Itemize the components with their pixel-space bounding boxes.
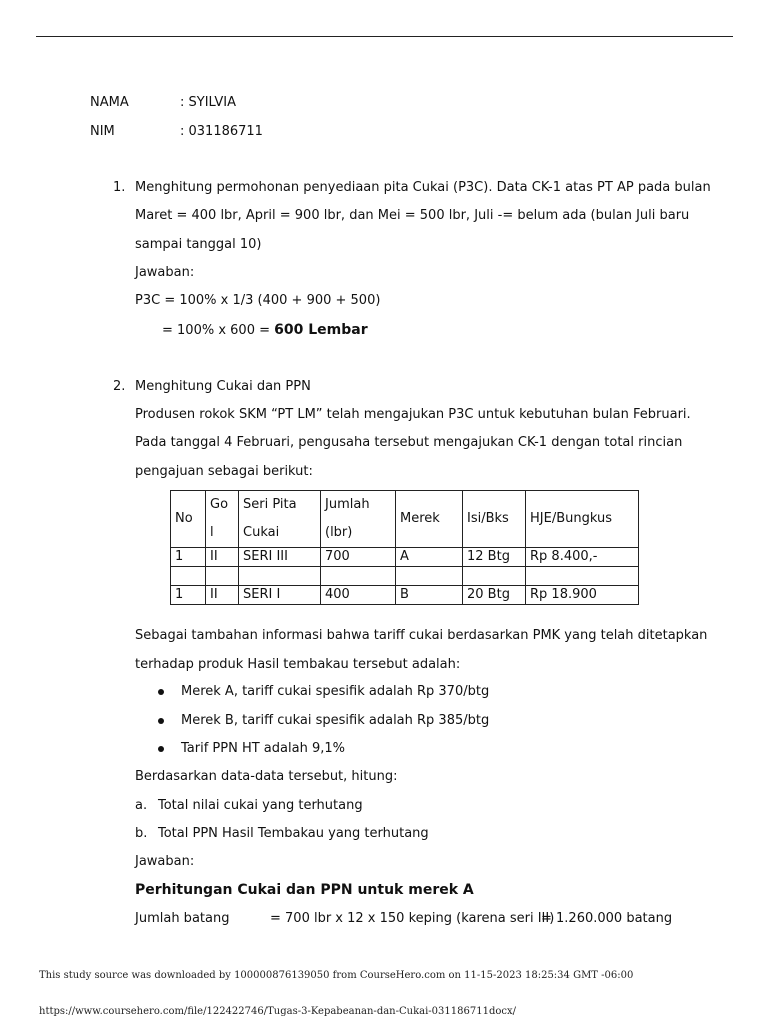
- q1-number: 1.: [113, 180, 126, 195]
- nim-label: NIM: [90, 124, 115, 139]
- q1-result: [162, 321, 368, 340]
- name-label: NAMA: [90, 95, 129, 110]
- table-cell: 1: [171, 548, 206, 567]
- item-label-b: b.: [135, 826, 148, 841]
- table-cell: [206, 567, 239, 586]
- table-cell: 12 Btg: [463, 548, 526, 567]
- col-header-seri: Seri Pita Cukai: [239, 491, 321, 548]
- table-cell: 1: [171, 586, 206, 605]
- bullet-icon: [158, 746, 164, 752]
- table-row: [171, 567, 639, 586]
- col-header-gol: Go l: [206, 491, 239, 548]
- nim-value: : 031186711: [180, 124, 263, 139]
- bullet-item: Merek B, tariff cukai spesifik adalah Rp 385/btg: [181, 713, 490, 728]
- footer-url[interactable]: https://www.coursehero.com/file/122422746/Tugas-3-Kepabeanan-dan-Cukai-031186711docx/: [39, 1006, 516, 1017]
- bullet-item: Merek A, tariff cukai spesifik adalah Rp 370/btg: [181, 684, 490, 699]
- table-cell: SERI I: [239, 586, 321, 605]
- table-cell: Rp 18.900: [526, 586, 639, 605]
- item-text-b: Total PPN Hasil Tembakau yang terhutang: [158, 826, 429, 841]
- q2-answer-label: Jawaban:: [135, 854, 195, 869]
- col-header-no: No: [171, 491, 206, 548]
- bullet-item: Tarif PPN HT adalah 9,1%: [181, 741, 345, 756]
- table-cell: 20 Btg: [463, 586, 526, 605]
- table-cell: Rp 8.400,-: [526, 548, 639, 567]
- q1-line-2: Maret = 400 lbr, April = 900 lbr, dan Mei = 500 lbr, Juli -= belum ada (bulan Juli baru: [135, 208, 690, 223]
- ck1-table: [170, 490, 639, 605]
- col-header-isi: Isi/Bks: [463, 491, 526, 548]
- table-cell: [239, 567, 321, 586]
- table-cell: A: [396, 548, 463, 567]
- table-cell: 700: [321, 548, 396, 567]
- col-header-merek: Merek: [396, 491, 463, 548]
- table-cell: SERI III: [239, 548, 321, 567]
- item-label-a: a.: [135, 798, 148, 813]
- table-header-row: [171, 491, 639, 548]
- table-row: [171, 548, 639, 567]
- name-value: : SYILVIA: [180, 95, 236, 110]
- q2-info-line-1: Sebagai tambahan informasi bahwa tariff cukai berdasarkan PMK yang telah ditetapkan: [135, 628, 708, 643]
- table-cell: [171, 567, 206, 586]
- table-cell: II: [206, 586, 239, 605]
- col-header-hje: HJE/Bungkus: [526, 491, 639, 548]
- q1-formula: P3C = 100% x 1/3 (400 + 900 + 500): [135, 293, 381, 308]
- calc-label: Jumlah batang: [135, 911, 230, 926]
- table-row: [171, 586, 639, 605]
- q1-result-prefix: = 100% x 600 =: [162, 323, 275, 338]
- table-cell: II: [206, 548, 239, 567]
- table-cell: 400: [321, 586, 396, 605]
- footer-source: This study source was downloaded by 100000876139050 from CourseHero.com on 11-15-2023 18:25:34 GMT -06:00: [39, 970, 634, 981]
- q2-number: 2.: [113, 379, 126, 394]
- q2-line-1: Produsen rokok SKM “PT LM” telah mengajukan P3C untuk kebutuhan bulan Februari.: [135, 407, 691, 422]
- table-cell: [526, 567, 639, 586]
- q2-title: Menghitung Cukai dan PPN: [135, 379, 311, 394]
- q2-line-3: pengajuan sebagai berikut:: [135, 464, 313, 479]
- table-cell: [396, 567, 463, 586]
- q1-result-value: 600 Lembar: [274, 322, 368, 338]
- q1-line-3: sampai tanggal 10): [135, 237, 262, 252]
- header-rule: [36, 36, 733, 37]
- calc-result: = 1.260.000 batang: [541, 911, 673, 926]
- q2-line-2: Pada tanggal 4 Februari, pengusaha tersebut mengajukan CK-1 dengan total rincian: [135, 435, 683, 450]
- table-cell: B: [396, 586, 463, 605]
- bullet-icon: [158, 718, 164, 724]
- q2-info-line-2: terhadap produk Hasil tembakau tersebut adalah:: [135, 657, 461, 672]
- table-cell: [463, 567, 526, 586]
- bullet-icon: [158, 689, 164, 695]
- section-heading: Perhitungan Cukai dan PPN untuk merek A: [135, 882, 474, 898]
- item-text-a: Total nilai cukai yang terhutang: [158, 798, 363, 813]
- calc-expression: = 700 lbr x 12 x 150 keping (karena seri III): [270, 911, 555, 926]
- col-header-jumlah: Jumlah (lbr): [321, 491, 396, 548]
- q2-ask: Berdasarkan data-data tersebut, hitung:: [135, 769, 398, 784]
- q1-line-1: Menghitung permohonan penyediaan pita Cukai (P3C). Data CK-1 atas PT AP pada bulan: [135, 180, 711, 195]
- q1-answer-label: Jawaban:: [135, 265, 195, 280]
- table-cell: [321, 567, 396, 586]
